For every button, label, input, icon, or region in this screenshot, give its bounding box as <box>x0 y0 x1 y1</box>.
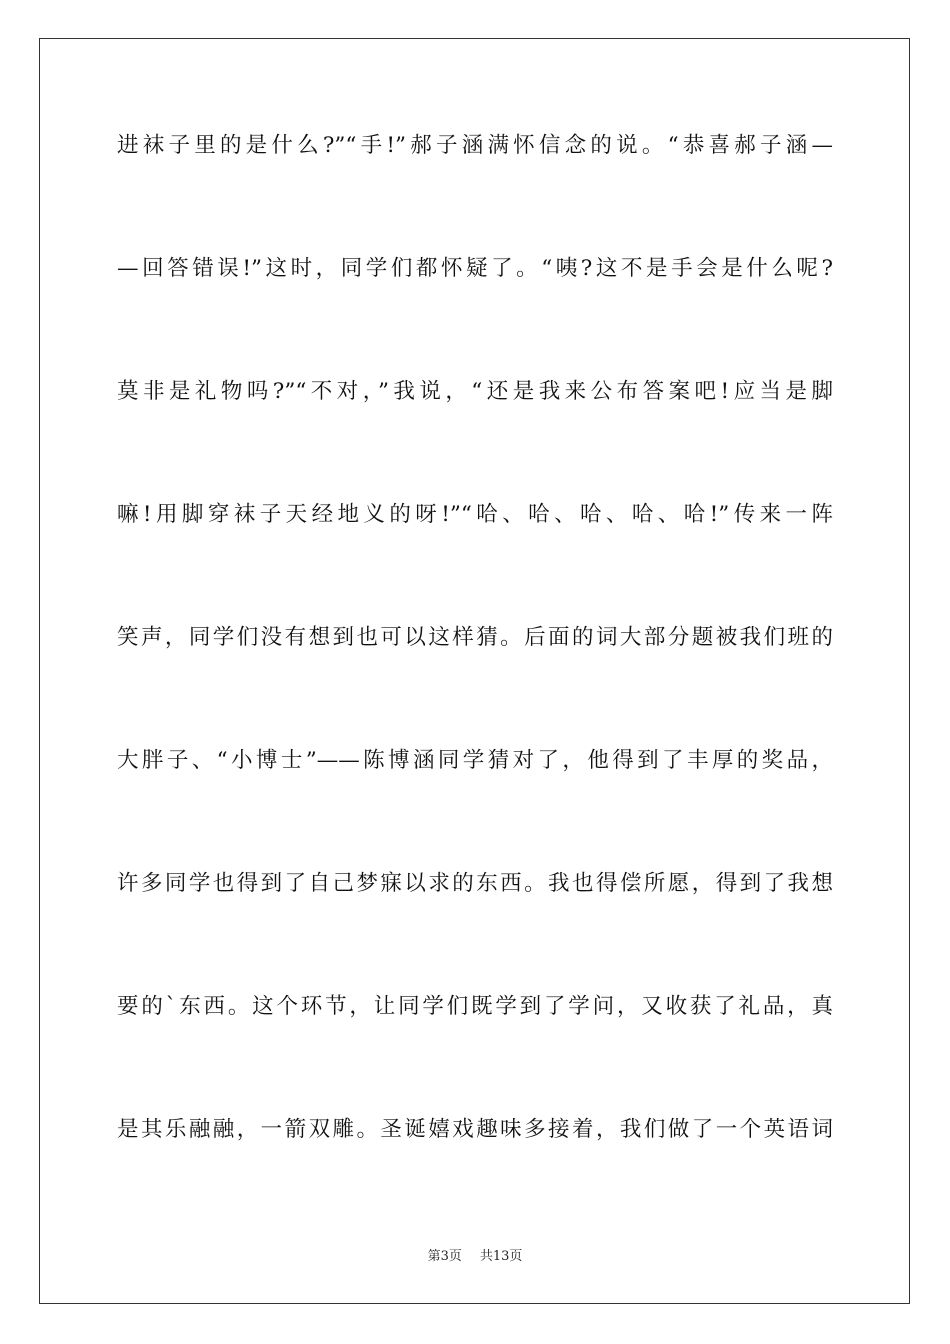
text-line-5: 笑声，同学们没有想到也可以这样猜。后面的词大部分题被我们班的 <box>117 625 833 650</box>
page-total: 共13页 <box>479 1249 523 1264</box>
text-line-2: —回答错误!”这时，同学们都怀疑了。“咦?这不是手会是什么呢? <box>117 256 833 281</box>
text-line-8: 要的`东西。这个环节，让同学们既学到了学问，又收获了礼品，真 <box>117 994 833 1019</box>
text-line-9: 是其乐融融，一箭双雕。圣诞嬉戏趣味多接着，我们做了一个英语词 <box>117 1117 833 1142</box>
text-line-7: 许多同学也得到了自己梦寐以求的东西。我也得偿所愿，得到了我想 <box>117 871 833 896</box>
text-line-3: 莫非是礼物吗?”“不对，”我说，“还是我来公布答案吧!应当是脚 <box>117 379 833 404</box>
text-line-6: 大胖子、“小博士”——陈博涵同学猜对了，他得到了丰厚的奖品， <box>117 748 833 773</box>
text-line-1: 进袜子里的是什么?”“手!”郝子涵满怀信念的说。“恭喜郝子涵— <box>117 133 833 158</box>
text-line-4: 嘛!用脚穿袜子天经地义的呀!”“哈、哈、哈、哈、哈!”传来一阵 <box>117 502 833 527</box>
page-number: 第3页 <box>427 1249 462 1264</box>
page-footer <box>0 1248 950 1266</box>
